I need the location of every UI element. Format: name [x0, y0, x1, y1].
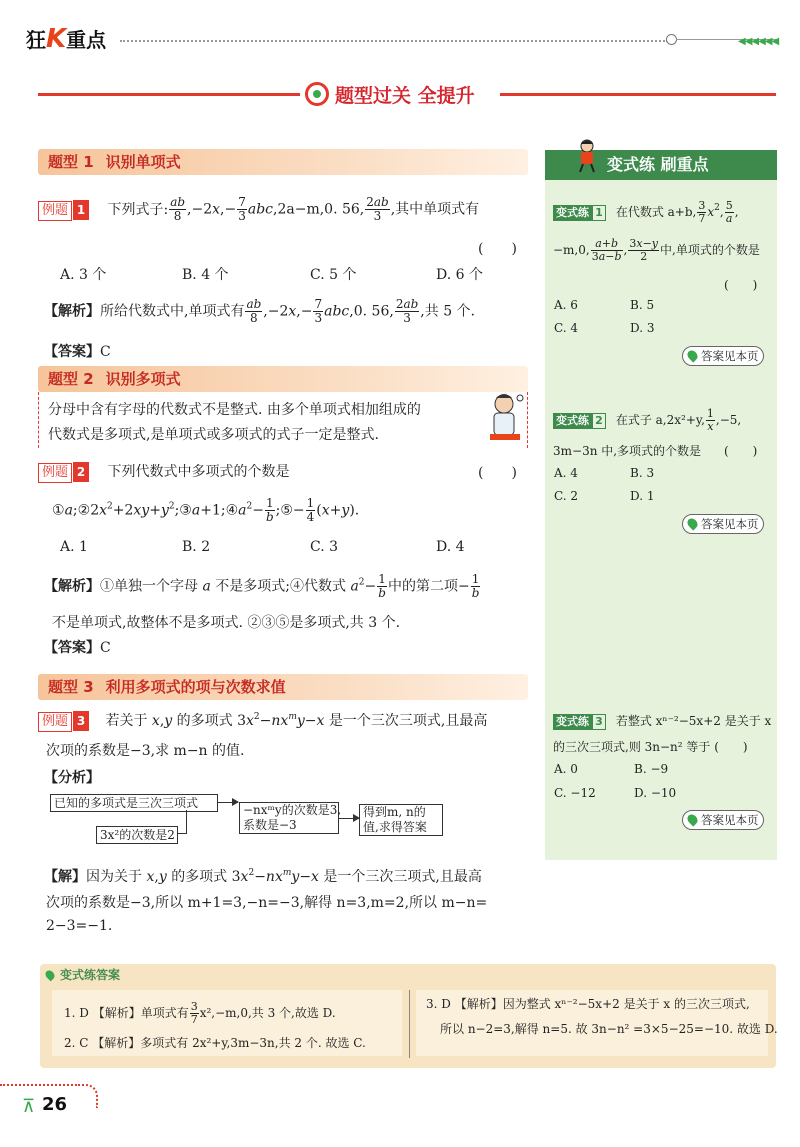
header-arrows-icon: ◀◀◀◀◀◀: [738, 36, 779, 47]
ex2-solution-line1: 【解析】①单独一个字母 a 不是多项式;④代数式 $a^2-$ $\frac{1}{b}$ 中的第二项− $\frac{1}{b}$: [44, 572, 480, 600]
answer-3-line1: 3. D 【解析】因为整式 xⁿ⁻²−5x+2 是关于 x 的三次三项式,: [426, 997, 750, 1011]
section-rule-right: [500, 93, 776, 96]
ex2-question: 例题 2 下列代数式中多项式的个数是: [38, 461, 289, 483]
footer-dotted-rule: [0, 1084, 80, 1086]
ex3-solution-line2: 次项的系数是−3,所以 m+1=3,−n=−3,解得 n=3,m=2,所以 m−n=: [46, 895, 488, 911]
footer-corner: [78, 1084, 98, 1108]
type2-note-line1: 分母中含有字母的代数式不是整式. 由多个单项式相加组成的: [48, 402, 421, 418]
ex2-option-a: A. 1: [60, 539, 88, 555]
target-icon: [305, 82, 329, 106]
flow-box-term: −nxᵐy的次数是3, 系数是−3: [239, 802, 339, 834]
runner-character-icon: [573, 139, 601, 173]
ex3-analysis-label: 【分析】: [44, 770, 100, 786]
v3-option-b: B. −9: [634, 762, 669, 776]
ex1-answer-paren: ( ): [478, 241, 517, 257]
answers-tab: 变式练答案: [60, 968, 121, 982]
ex1-option-d: D. 6 个: [436, 267, 483, 283]
ex2-answer-paren: ( ): [478, 465, 517, 481]
v2-line1: 变式练 2 在式子 a,2x²+y, $\frac{1}{x}$ ,−5,: [553, 408, 741, 433]
ex3-solution-line1: 【解】因为关于 x,y 的多项式 $3x^2-nx^my-x$ 是一个三次三项式,且最高: [44, 868, 482, 885]
v2-line2: 3m−3n 中,多项式的个数是: [553, 444, 702, 458]
v3-line2: 的三次三项式,则 3n−n² 等于 ( ): [553, 740, 748, 754]
answer-1: 1. D 【解析】单项式有 $\frac{3}{7}$ x²,−m,0,共 3 个,故选 D.: [64, 1000, 336, 1026]
v3-answer-link[interactable]: 答案见本页: [682, 810, 764, 830]
ex2-expressions: $①a;②2x^2+2xy+y^2;③a+1;④a^2-$ $\frac{1}{b}$ ;⑤− $\frac{1}{4}$ (x+y).: [52, 496, 360, 524]
flow-box-degree: 3x²的次数是2: [96, 826, 178, 844]
header-dotted-rule: [120, 40, 668, 42]
answer-2: 2. C 【解析】多项式有 2x²+y,3m−3n,共 2 个. 故选 C.: [64, 1036, 366, 1050]
type2-bar: 题型 2 识别多项式: [38, 366, 528, 392]
pin-icon: [685, 516, 699, 530]
pin-icon: [685, 812, 699, 826]
v2-option-b: B. 3: [630, 466, 655, 480]
ex1-solution: 【解析】所给代数式中,单项式有 $\frac{ab}{8}$ ,−2x,− $\frac{7}{3}$ abc,0. 56, $\frac{2ab}{3}$ ,共 5 个.: [44, 297, 476, 325]
section-title: 题型过关 全提升: [335, 84, 475, 107]
flow-box-result: 得到m, n的 值,求得答案: [359, 804, 443, 836]
v3-line1: 变式练 3 若整式 xⁿ⁻²−5x+2 是关于 x: [553, 712, 771, 730]
flow-connector: [186, 810, 187, 834]
flow-arrow: [218, 802, 238, 803]
ex2-option-c: C. 3: [310, 539, 339, 555]
v2-option-a: A. 4: [554, 466, 578, 480]
ex1-answer: 【答案】C: [44, 344, 111, 360]
ex2-answer: 【答案】C: [44, 640, 111, 656]
flow-arrow: [339, 818, 359, 819]
compass-icon: ⊼: [22, 1096, 36, 1117]
v1-line2: −m,0, $\frac{a+b}{3a-b}$ , $\frac{3x-y}{2}$ 中,单项式的个数是: [553, 237, 760, 263]
v3-option-a: A. 0: [554, 762, 578, 776]
v2-option-c: C. 2: [554, 489, 579, 503]
section-rule-left: [38, 93, 300, 96]
ex1-question: 例题 1 下列式子: $\frac{ab}{8}$ ,−2x,− $\frac{7}{3}$ abc,2a−m,0. 56, $\frac{2ab}{3}$ ,其中单项式有: [38, 196, 479, 223]
practice-panel-title: 变式练 刷重点: [545, 150, 777, 180]
ex1-option-a: A. 3 个: [60, 267, 107, 283]
thinking-character-icon: [484, 390, 528, 448]
answers-divider: [409, 990, 410, 1058]
v3-option-c: C. −12: [554, 786, 596, 800]
v3-option-d: D. −10: [634, 786, 677, 800]
section-heading: [305, 80, 475, 108]
ex3-question-line1: 例题 3 若关于 x,y 的多项式 $3x^2-nx^my-x$ 是一个三次三项式,且最高: [38, 710, 487, 732]
v1-option-d: D. 3: [630, 321, 655, 335]
v1-line1: 变式练 1 在代数式 a+b, $\frac{3}{7}$ $x^2$, $\frac{5}{a}$ ,: [553, 200, 739, 225]
type3-bar: 题型 3 利用多项式的项与次数求值: [38, 674, 528, 700]
answer-3-line2: 所以 n−2=3,解得 n=5. 故 3n−n² =3×5−25=−10. 故选 D.: [440, 1022, 778, 1036]
v1-answer-paren: ( ): [724, 278, 758, 292]
ex1-option-b: B. 4 个: [182, 267, 229, 283]
v1-option-b: B. 5: [630, 298, 655, 312]
v1-option-c: C. 4: [554, 321, 579, 335]
v2-answer-paren: ( ): [724, 444, 758, 458]
v1-answer-link[interactable]: 答案见本页: [682, 346, 764, 366]
flow-box-known: 已知的多项式是三次三项式: [50, 794, 218, 812]
book-logo: 狂K重点: [26, 24, 107, 54]
ex2-option-b: B. 2: [182, 539, 211, 555]
v2-option-d: D. 1: [630, 489, 655, 503]
type2-note-line2: 代数式是多项式,是单项式或多项式的式子一定是整式.: [48, 427, 379, 443]
page-number: 26: [42, 1094, 68, 1115]
ex2-option-d: D. 4: [436, 539, 465, 555]
v1-option-a: A. 6: [554, 298, 578, 312]
ex2-solution-line2: 不是单项式,故整体不是多项式. ②③⑤是多项式,共 3 个.: [52, 615, 401, 631]
v2-answer-link[interactable]: 答案见本页: [682, 514, 764, 534]
pin-icon: [685, 348, 699, 362]
ex3-question-line2: 次项的系数是−3,求 m−n 的值.: [46, 743, 245, 759]
ex1-option-c: C. 5 个: [310, 267, 357, 283]
ex3-solution-line3: 2−3=−1.: [46, 918, 113, 934]
type1-bar: 题型 1 识别单项式: [38, 149, 528, 175]
flow-connector: [178, 833, 186, 834]
